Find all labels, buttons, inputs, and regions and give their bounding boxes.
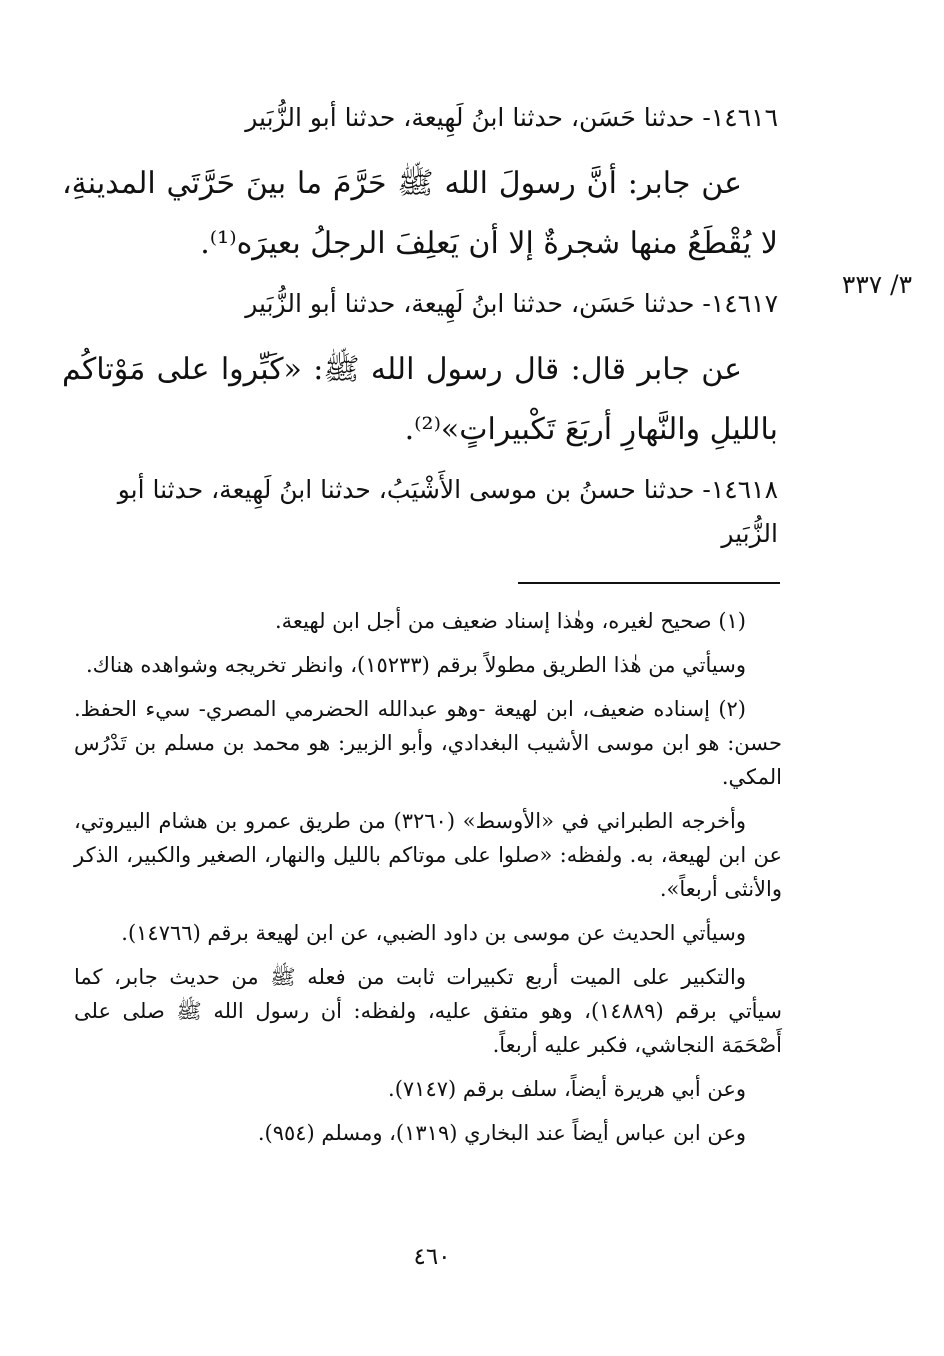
hadith-header: ١٤٦١٦- حدثنا حَسَن، حدثنا ابنُ لَهِيعة، حدثنا أبو الزُّبَير xyxy=(245,103,778,132)
hadith-text: عن جابر قال: قال رسول الله ﷺ: «كَبِّروا على مَوْتاكُم بالليلِ والنَّهارِ أربَعَ تَكْبيراتٍ»⁽²⁾. xyxy=(62,352,778,447)
footnote-divider xyxy=(518,582,780,584)
margin-reference: ٣/ ٣٣٧ xyxy=(841,270,912,299)
footnote-paragraph: وسيأتي الحديث عن موسى بن داود الضبي، عن ابن لهيعة برقم (١٤٧٦٦). xyxy=(121,921,746,945)
footnote-paragraph: وعن ابن عباس أيضاً عند البخاري (١٣١٩)، ومسلم (٩٥٤). xyxy=(257,1121,746,1145)
hadith-text: عن جابر: أنَّ رسولَ الله ﷺ حَرَّمَ ما بينَ حَرَّتَي المدينةِ، لا يُقْطَعُ منها شجرةٌ إلا أن يَعلِفَ الرجلُ بعيرَه⁽¹⁾. xyxy=(62,166,778,261)
hadith-header: ١٤٦١٨- حدثنا حسنُ بن موسى الأَشْيَبُ، حدثنا ابنُ لَهِيعة، حدثنا أبو الزُّبَير xyxy=(117,475,778,548)
footnote-paragraph: وعن أبي هريرة أيضاً، سلف برقم (٧١٤٧). xyxy=(388,1077,746,1101)
footnote-paragraph: وسيأتي من هٰذا الطريق مطولاً برقم (١٥٢٣٣)، وانظر تخريجه وشواهده هناك. xyxy=(85,653,746,677)
footnote-paragraph: والتكبير على الميت أربع تكبيرات ثابت من فعله ﷺ من حديث جابر، كما سيأتي برقم (١٤٨٨٩)، وهو متفق عليه، ولفظه: أن رسول الله ﷺ صلى على أَصْحَمَة النجاشي، فكبر عليه أربعاً. xyxy=(74,965,782,1057)
main-text xyxy=(62,96,778,570)
page-number: ٤٦٠ xyxy=(413,1244,451,1270)
footnote-paragraph: (١) صحيح لغيره، وهٰذا إسناد ضعيف من أجل ابن لهيعة. xyxy=(275,609,746,633)
footnotes xyxy=(74,604,782,1160)
footnote-paragraph: وأخرجه الطبراني في «الأوسط» (٣٢٦٠) من طريق عمرو بن هشام البيروتي، عن ابن لهيعة، به. ولفظه: «صلوا على موتاكم بالليل والنهار، الصغير والكبير، الذكر والأنثى أربعاً». xyxy=(74,809,782,901)
footnote-paragraph: (٢) إسناده ضعيف، ابن لهيعة -وهو عبدالله الحضرمي المصري- سيء الحفظ. حسن: هو ابن موسى الأشيب البغدادي، وأبو الزبير: هو محمد بن مسلم بن تَدْرُس المكي. xyxy=(74,697,782,789)
hadith-header: ١٤٦١٧- حدثنا حَسَن، حدثنا ابنُ لَهِيعة، حدثنا أبو الزُّبَير xyxy=(245,289,778,318)
